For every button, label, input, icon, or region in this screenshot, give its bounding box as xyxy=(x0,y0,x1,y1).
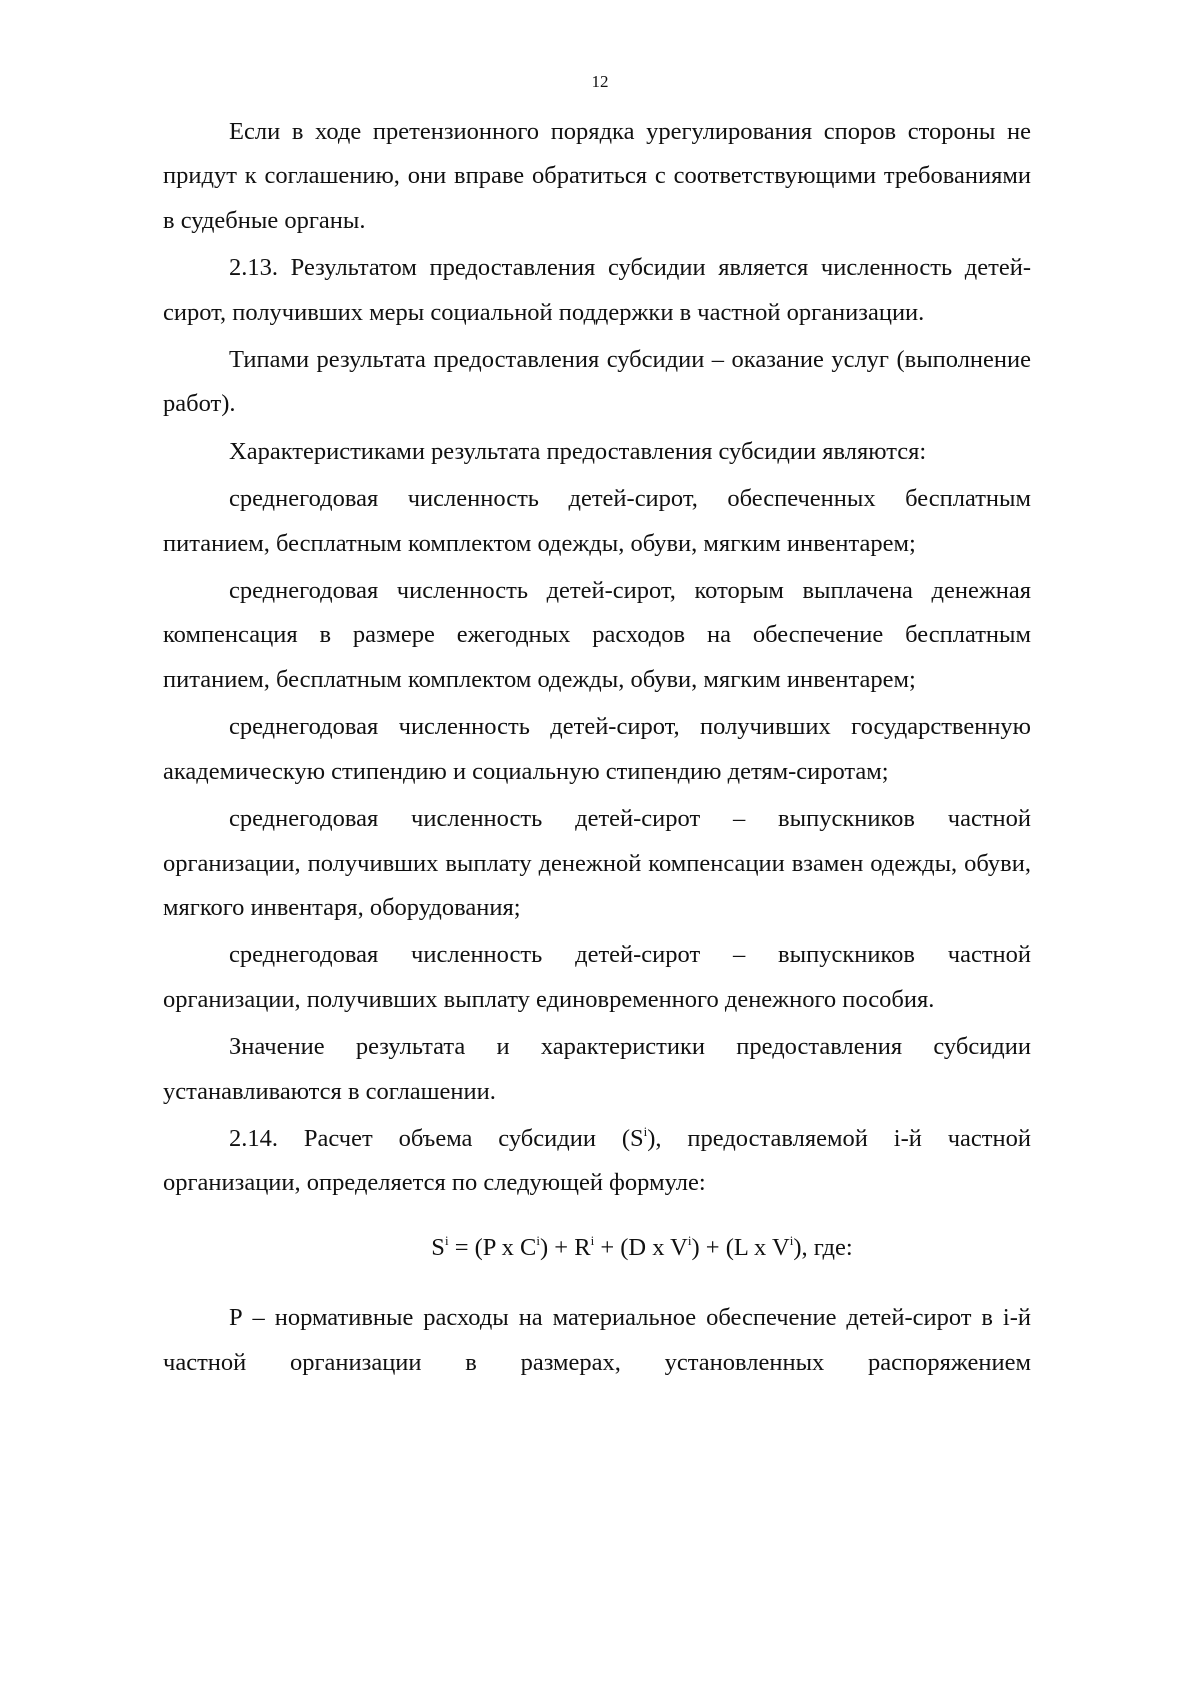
formula-part: ) + (L x V xyxy=(691,1233,790,1261)
formula-part: ), где: xyxy=(793,1233,853,1261)
text: 2.14. Расчет объема субсидии (S xyxy=(229,1124,644,1152)
paragraph: среднегодовая численность детей-сирот, которым выплачена денежная компенсация в размере ежегодных расходов на обеспечение бесплатным питанием, бесплатным комплектом одежды, обуви, мягким инвентарем; xyxy=(163,577,1031,693)
text: ), предоставляемой i-й частной организации, определяется по следующей формуле: xyxy=(163,1124,1031,1197)
paragraph-2-14 xyxy=(163,1117,1031,1206)
document-body xyxy=(163,110,1031,1388)
superscript: i xyxy=(444,1232,449,1248)
formula-part: S xyxy=(431,1233,445,1261)
paragraph: среднегодовая численность детей-сирот – выпускников частной организации, получивших выплату денежной компенсации взамен одежды, обуви, мягкого инвентаря, оборудования; xyxy=(163,805,1031,921)
paragraph: среднегодовая численность детей-сирот – выпускников частной организации, получивших выплату единовременного денежного пособия. xyxy=(163,941,1031,1013)
paragraph: среднегодовая численность детей-сирот, получивших государственную академическую стипендию и социальную стипендию детям-сиротам; xyxy=(163,713,1031,785)
paragraph: 2.13. Результатом предоставления субсидии является численность детей-сирот, получивших меры социальной поддержки в частной организации. xyxy=(163,254,1031,326)
formula-part: ) + R xyxy=(539,1233,591,1261)
paragraph: Типами результата предоставления субсидии – оказание услуг (выполнение работ). xyxy=(163,346,1031,418)
superscript: i xyxy=(536,1232,540,1248)
paragraph: Значение результата и характеристики предоставления субсидии устанавливаются в соглашении. xyxy=(163,1033,1031,1105)
superscript: i xyxy=(687,1232,692,1248)
definition-paragraph: Р – нормативные расходы на материальное обеспечение детей-сирот в i-й частной организации в размерах, установленных распоряжением xyxy=(163,1304,1031,1376)
formula-part: + (D x V xyxy=(594,1233,688,1261)
paragraph: Характеристиками результата предоставления субсидии являются: xyxy=(229,437,927,465)
paragraph: Если в ходе претензионного порядка урегулирования споров стороны не придут к соглашению, они вправе обратиться с соответствующими требованиями в судебные органы. xyxy=(163,118,1031,234)
paragraph: среднегодовая численность детей-сирот, обеспеченных бесплатным питанием, бесплатным комплектом одежды, обуви, мягким инвентарем; xyxy=(163,485,1031,557)
superscript: i xyxy=(643,1123,648,1139)
formula-part: = (P x C xyxy=(448,1233,537,1261)
superscript: i xyxy=(590,1232,595,1248)
page-number: 12 xyxy=(591,72,609,91)
formula xyxy=(163,1226,1031,1270)
superscript: i xyxy=(789,1232,794,1248)
